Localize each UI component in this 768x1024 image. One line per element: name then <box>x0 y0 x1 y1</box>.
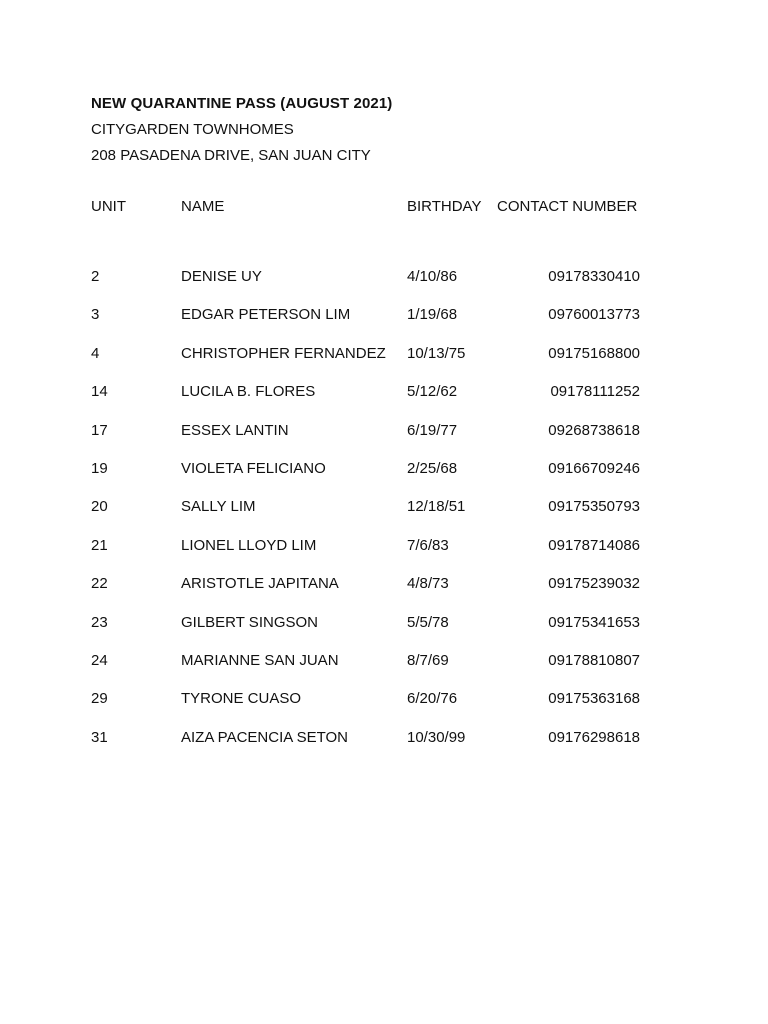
contact-number-cell: 09166709246 <box>548 459 640 477</box>
table-row <box>0 306 768 344</box>
contact-number-cell: 09176298618 <box>548 728 640 746</box>
name-cell: CHRISTOPHER FERNANDEZ <box>181 344 386 362</box>
table-row <box>0 268 768 306</box>
birthday-cell: 6/19/77 <box>407 421 458 439</box>
column-header-name: NAME <box>181 198 225 215</box>
birthday-cell: 4/10/86 <box>407 268 458 285</box>
residents-table-body <box>0 268 768 767</box>
birthday-cell: 12/18/51 <box>407 498 466 516</box>
column-header-contact-number: CONTACT NUMBER <box>497 198 638 215</box>
table-row <box>0 498 768 536</box>
name-cell: GILBERT SINGSON <box>181 613 318 631</box>
unit-cell: 14 <box>91 383 108 401</box>
name-cell: DENISE UY <box>181 268 262 285</box>
document-title: NEW QUARANTINE PASS (AUGUST 2021) <box>91 95 393 112</box>
table-row <box>0 345 768 383</box>
contact-number-cell: 09175363168 <box>548 690 640 708</box>
name-cell: MARIANNE SAN JUAN <box>181 651 339 669</box>
name-cell: TYRONE CUASO <box>181 690 302 708</box>
unit-cell: 31 <box>91 728 108 746</box>
unit-cell: 22 <box>91 575 108 593</box>
name-cell: EDGAR PETERSON LIM <box>181 306 351 324</box>
column-header-birthday: BIRTHDAY <box>407 198 482 215</box>
birthday-cell: 5/5/78 <box>407 613 449 631</box>
birthday-cell: 2/25/68 <box>407 459 458 477</box>
unit-cell: 2 <box>91 268 100 285</box>
unit-cell: 29 <box>91 690 108 708</box>
column-header-unit: UNIT <box>91 198 126 215</box>
birthday-cell: 4/8/73 <box>407 575 449 593</box>
table-row <box>0 652 768 690</box>
unit-cell: 17 <box>91 421 108 439</box>
contact-number-cell: 09760013773 <box>548 306 640 324</box>
unit-cell: 3 <box>91 306 100 324</box>
birthday-cell: 7/6/83 <box>407 536 449 554</box>
table-row <box>0 614 768 652</box>
unit-cell: 23 <box>91 613 108 631</box>
contact-number-cell: 09175168800 <box>548 344 640 362</box>
birthday-cell: 6/20/76 <box>407 690 458 708</box>
name-cell: VIOLETA FELICIANO <box>181 459 326 477</box>
property-address: 208 PASADENA DRIVE, SAN JUAN CITY <box>91 147 371 164</box>
unit-cell: 21 <box>91 536 108 554</box>
birthday-cell: 5/12/62 <box>407 383 458 401</box>
table-row <box>0 575 768 613</box>
unit-cell: 19 <box>91 459 108 477</box>
birthday-cell: 8/7/69 <box>407 651 449 669</box>
property-name: CITYGARDEN TOWNHOMES <box>91 121 294 138</box>
birthday-cell: 1/19/68 <box>407 306 458 324</box>
contact-number-cell: 09178111252 <box>550 383 640 401</box>
table-row <box>0 383 768 421</box>
table-row <box>0 537 768 575</box>
contact-number-cell: 09175239032 <box>548 575 640 593</box>
name-cell: LUCILA B. FLORES <box>181 383 316 401</box>
name-cell: ESSEX LANTIN <box>181 421 289 439</box>
name-cell: ARISTOTLE JAPITANA <box>181 575 339 593</box>
contact-number-cell: 09178810807 <box>548 651 640 669</box>
birthday-cell: 10/13/75 <box>407 344 466 362</box>
table-row <box>0 690 768 728</box>
contact-number-cell: 09268738618 <box>548 421 640 439</box>
table-row <box>0 460 768 498</box>
unit-cell: 20 <box>91 498 108 516</box>
unit-cell: 4 <box>91 344 100 362</box>
table-row <box>0 422 768 460</box>
unit-cell: 24 <box>91 651 108 669</box>
name-cell: LIONEL LLOYD LIM <box>181 536 317 554</box>
contact-number-cell: 09178330410 <box>548 268 640 285</box>
name-cell: SALLY LIM <box>181 498 256 516</box>
name-cell: AIZA PACENCIA SETON <box>181 728 348 746</box>
contact-number-cell: 09178714086 <box>548 536 640 554</box>
birthday-cell: 10/30/99 <box>407 728 466 746</box>
contact-number-cell: 09175350793 <box>548 498 640 516</box>
contact-number-cell: 09175341653 <box>548 613 640 631</box>
table-row <box>0 729 768 767</box>
